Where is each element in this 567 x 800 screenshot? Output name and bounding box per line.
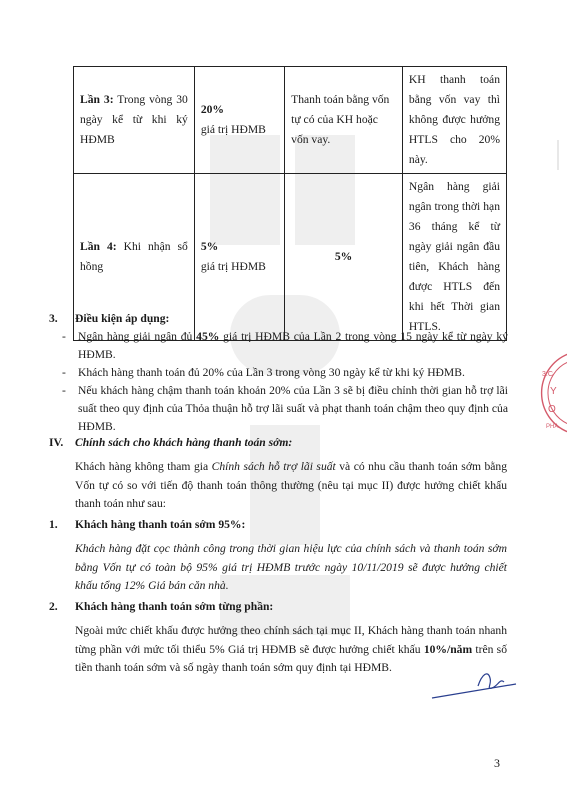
svg-text:O: O bbox=[548, 404, 556, 415]
amount-percent: 20% bbox=[200, 103, 225, 116]
table-row bbox=[74, 67, 507, 174]
svg-text:Y: Y bbox=[550, 386, 557, 397]
amount-desc: giá trị HĐMB bbox=[200, 123, 266, 136]
section-title: Chính sách cho khách hàng thanh toán sớm: bbox=[75, 436, 293, 449]
table-cell-amount bbox=[194, 67, 284, 174]
amount-percent: 5% bbox=[200, 240, 219, 253]
intro-italic: Chính sách hỗ trợ lãi suất bbox=[211, 460, 336, 473]
installment-desc: Khi nhận sổ hồng bbox=[80, 240, 188, 273]
bullet-text: Ngân hàng giải ngân đủ bbox=[78, 330, 197, 343]
intro-text: và có nhu cầu thanh toán sớm bằng Vốn tự có so với tiến độ thanh toán thông thường (nêu tại mục II) được hưởng chiết khấu thanh toán như sau: bbox=[75, 460, 508, 510]
subsection-number: 2. bbox=[49, 600, 58, 613]
sub2-text: Ngoài mức chiết khấu được hưởng theo chính sách tại mục II, Khách hàng thanh toán nhanh từng phần với mức tối thiểu 5% Giá trị HĐMB sẽ được hưởng chiết khấu bbox=[75, 624, 507, 656]
company-stamp bbox=[528, 350, 567, 436]
list-item bbox=[78, 328, 508, 364]
page-number: 3 bbox=[494, 756, 500, 770]
payment-schedule-table bbox=[73, 66, 507, 341]
table-cell-note: KH thanh toán bằng vốn vay thì không được hưởng HTLS cho 20% này. bbox=[402, 67, 506, 174]
edge-mark bbox=[556, 140, 564, 170]
bullet-text: giá trị HĐMB của Lần 2 trong vòng 15 ngày kể từ ngày ký HĐMB. bbox=[78, 330, 508, 361]
table-cell-installment bbox=[74, 67, 195, 174]
sub2-bold: 10%/năm bbox=[423, 642, 473, 656]
section-number: IV. bbox=[49, 436, 64, 449]
installment-label: Lần 4: bbox=[80, 240, 117, 253]
subsection-number: 1. bbox=[49, 518, 58, 531]
subsection-title: Khách hàng thanh toán sớm từng phần: bbox=[75, 600, 274, 613]
svg-text:3.C: 3.C bbox=[542, 371, 553, 378]
intro-text: Khách hàng không tham gia bbox=[75, 460, 212, 473]
list-item: - Khách hàng thanh toán đủ 20% của Lần 3 trong vòng 30 ngày kể từ khi ký HĐMB. bbox=[78, 364, 508, 382]
amount-desc: giá trị HĐMB bbox=[200, 260, 266, 273]
conditions-list bbox=[78, 328, 508, 436]
installment-label: Lần 3: bbox=[80, 93, 114, 106]
table-cell-note: Ngân hàng giải ngân trong thời hạn 36 tháng kể từ ngày giải ngân đầu tiên, Khách hàng được HTLS đến khi hết Thời gian HTLS. bbox=[402, 174, 506, 341]
installment-desc: Trong vòng 30 ngày kể từ khi ký HĐMB bbox=[80, 93, 188, 146]
section-number: 3. bbox=[49, 312, 58, 325]
section-intro bbox=[75, 458, 507, 514]
section-title: Điều kiện áp dụng: bbox=[75, 312, 170, 325]
list-item: - Nếu khách hàng chậm thanh toán khoản 20% của Lần 3 sẽ bị điều chỉnh thời gian hỗ trợ lãi suất theo quy định của Thỏa thuận hỗ trợ lãi suất và phạt thanh toán chậm theo quy định của HĐMB. bbox=[78, 382, 508, 436]
sub2-text: trên số tiền thanh toán sớm và số ngày thanh toán sớm quy định tại HĐMB. bbox=[75, 642, 507, 674]
table-cell-source: 5% bbox=[285, 174, 403, 341]
subsection-title: Khách hàng thanh toán sớm 95%: bbox=[75, 518, 246, 531]
subsection-text: Khách hàng đặt cọc thành công trong thời gian hiệu lực của chính sách và thanh toán sớm bằng Vốn tự có toàn bộ 95% giá trị HĐMB trước ngày 10/11/2019 sẽ được hưởng chiết khấu tổng 12% Giá bán căn nhà. bbox=[75, 542, 507, 592]
table-cell-amount bbox=[194, 174, 284, 341]
signature-mark bbox=[430, 664, 520, 704]
bullet-bold: 45% bbox=[196, 330, 220, 343]
table-cell-source: Thanh toán bằng vốn tự có của KH hoặc vốn vay. bbox=[285, 67, 403, 174]
svg-text:PHA: PHA bbox=[546, 424, 559, 430]
